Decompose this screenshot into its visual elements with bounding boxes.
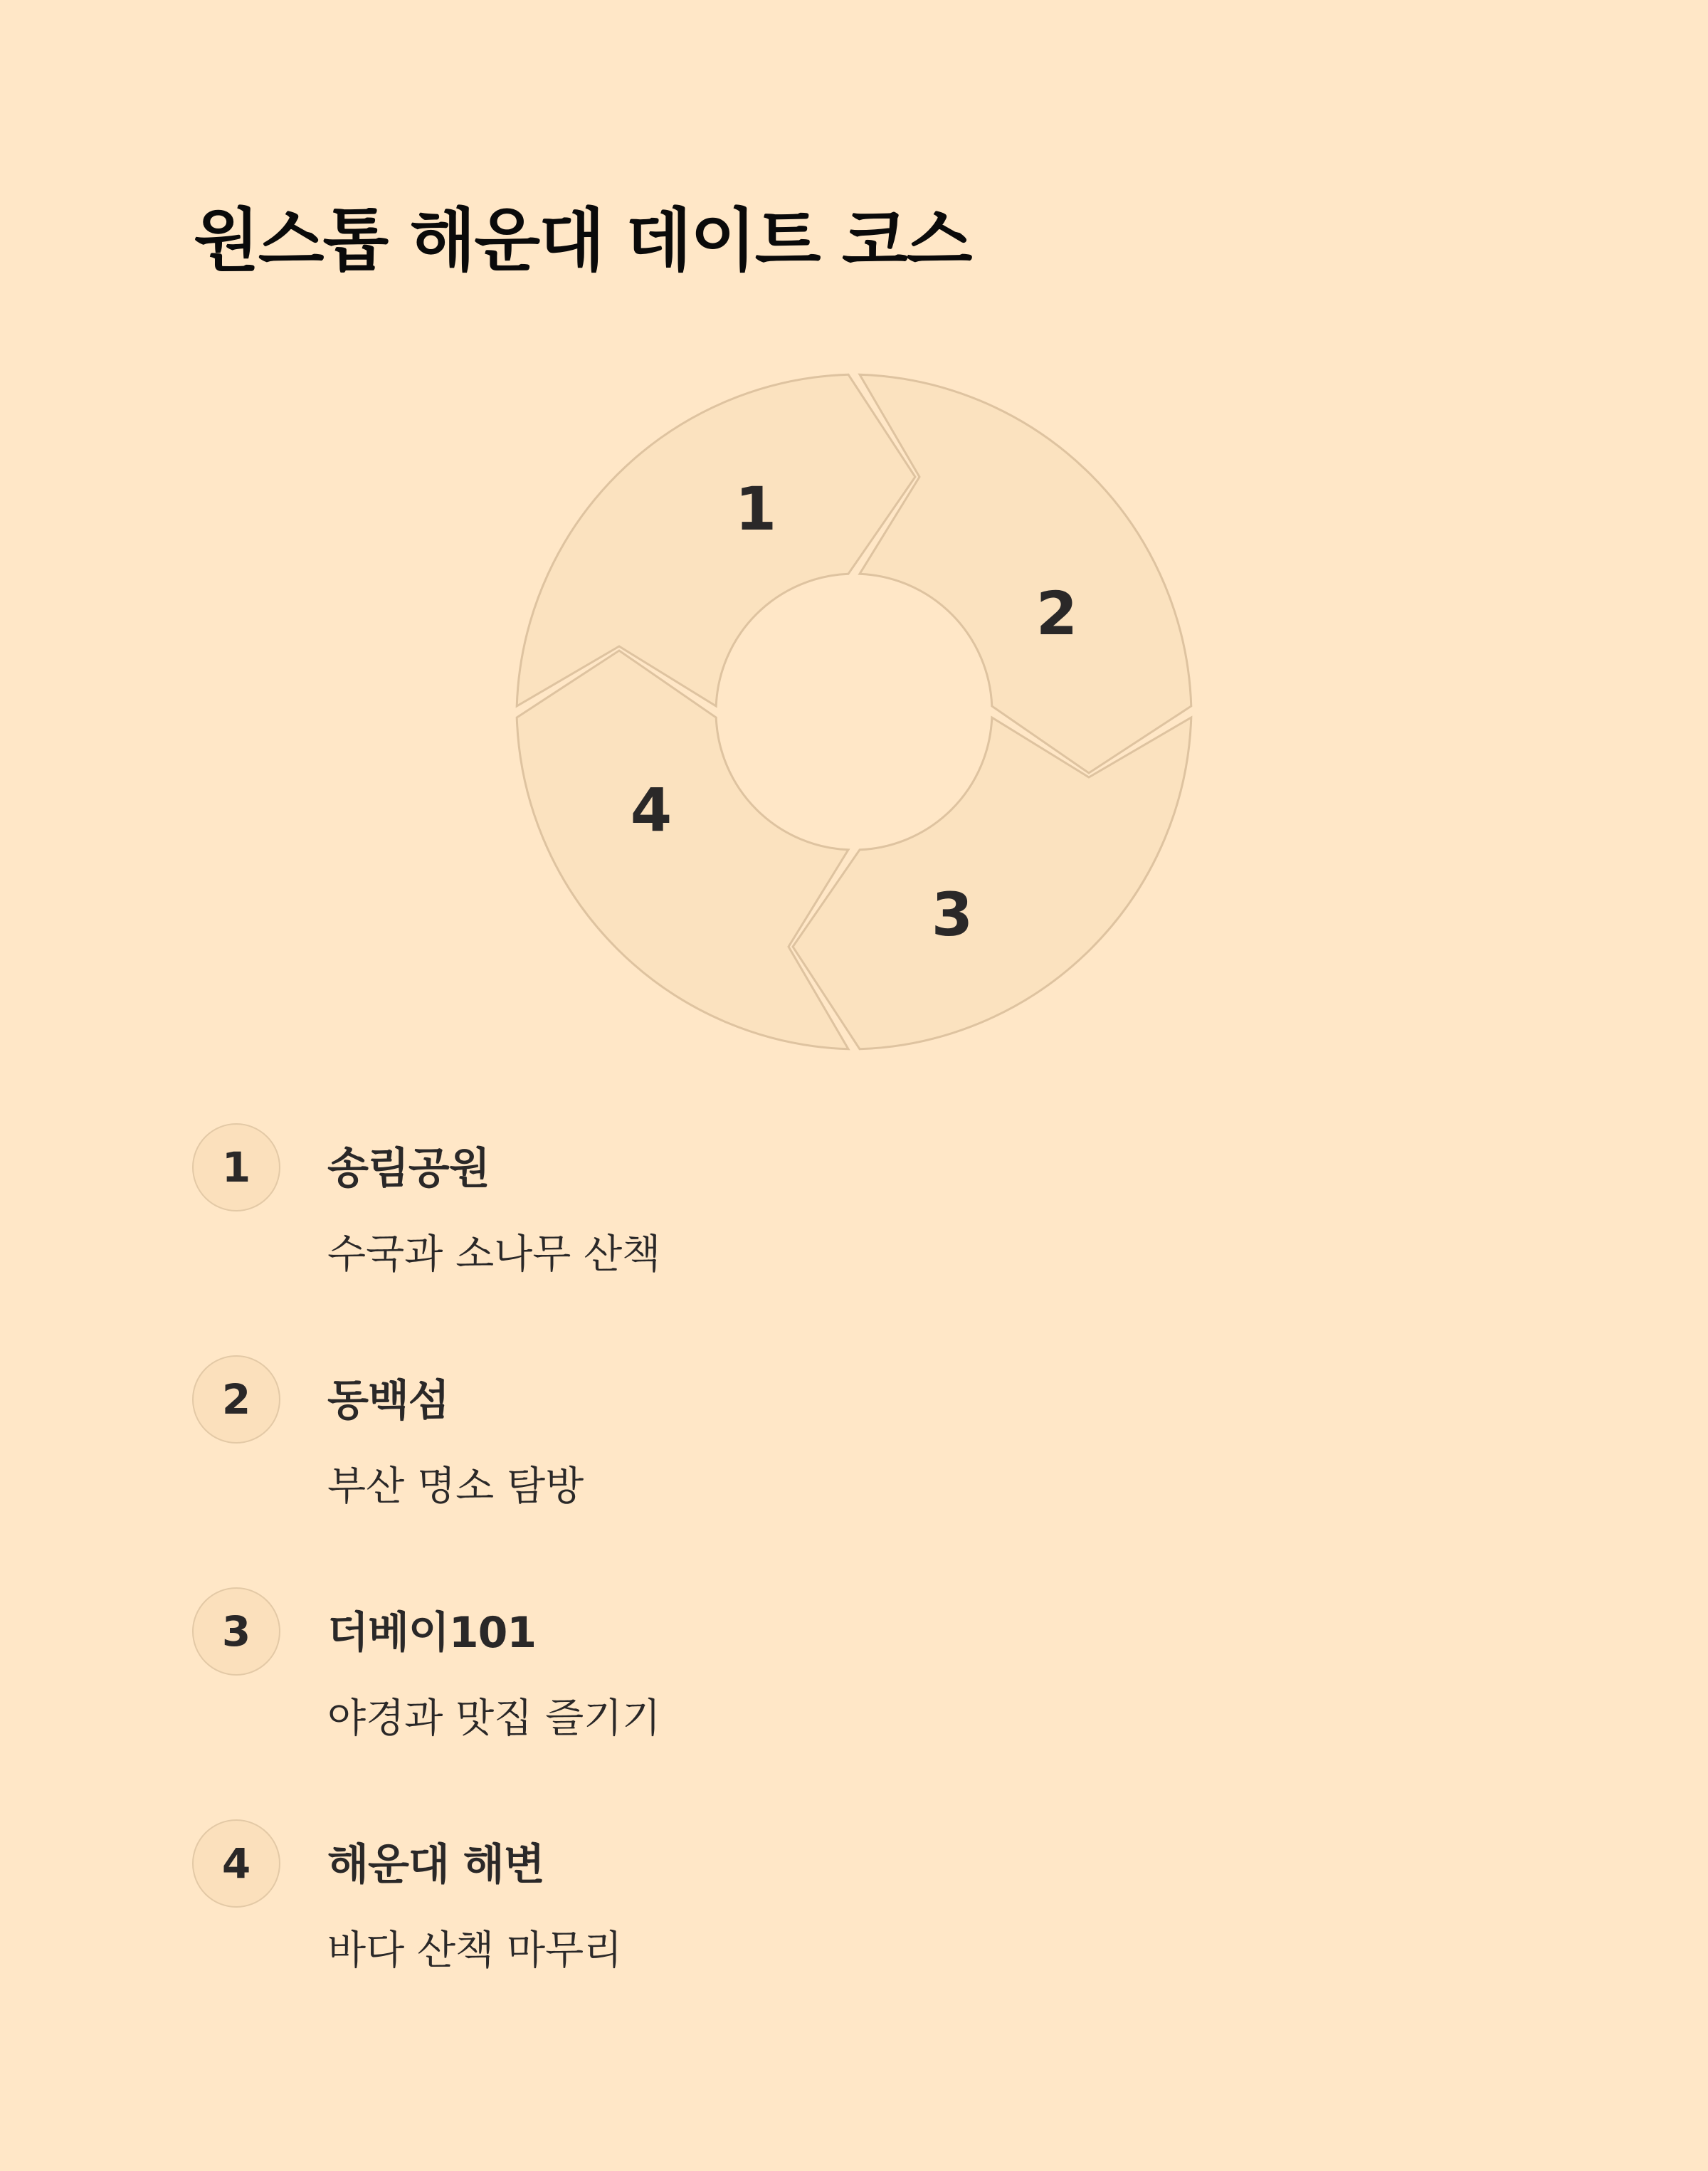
cycle-segment-1-shape bbox=[517, 374, 915, 706]
step-number-badge: 2 bbox=[192, 1355, 280, 1444]
step-item-3 bbox=[192, 1587, 1331, 1819]
cycle-segment-4-label: 4 bbox=[630, 775, 673, 845]
step-number-badge: 1 bbox=[192, 1123, 280, 1211]
cycle-segment-4-shape bbox=[517, 651, 848, 1049]
step-description: 야경과 맛집 즐기기 bbox=[327, 1696, 661, 1742]
step-description: 바다 산책 마무리 bbox=[327, 1928, 623, 1974]
step-item-4 bbox=[192, 1819, 1331, 2051]
cycle-segment-1-label: 1 bbox=[734, 474, 777, 544]
cycle-segment-2-shape bbox=[860, 374, 1191, 773]
cycle-diagram bbox=[498, 356, 1210, 1068]
cycle-segment-2 bbox=[860, 374, 1191, 773]
step-list bbox=[192, 1123, 1331, 2051]
cycle-segment-3 bbox=[793, 717, 1191, 1049]
cycle-segment-1 bbox=[517, 374, 915, 706]
cycle-segment-4 bbox=[517, 651, 848, 1049]
step-title: 동백섬 bbox=[327, 1376, 449, 1426]
cycle-segment-2-label: 2 bbox=[1035, 579, 1078, 648]
step-title: 송림공원 bbox=[327, 1144, 490, 1194]
step-description: 부산 명소 탐방 bbox=[327, 1463, 584, 1510]
step-item-2 bbox=[192, 1355, 1331, 1587]
step-number-badge: 4 bbox=[192, 1819, 280, 1908]
step-title: 해운대 해변 bbox=[327, 1840, 544, 1890]
step-number-badge: 3 bbox=[192, 1587, 280, 1676]
step-description: 수국과 소나무 산책 bbox=[327, 1231, 661, 1278]
page-title: 원스톱 해운대 데이트 코스 bbox=[194, 201, 971, 280]
cycle-segment-3-label: 3 bbox=[931, 880, 974, 950]
step-title: 더베이101 bbox=[327, 1608, 537, 1658]
step-item-1 bbox=[192, 1123, 1331, 1355]
cycle-segment-3-shape bbox=[793, 717, 1191, 1049]
